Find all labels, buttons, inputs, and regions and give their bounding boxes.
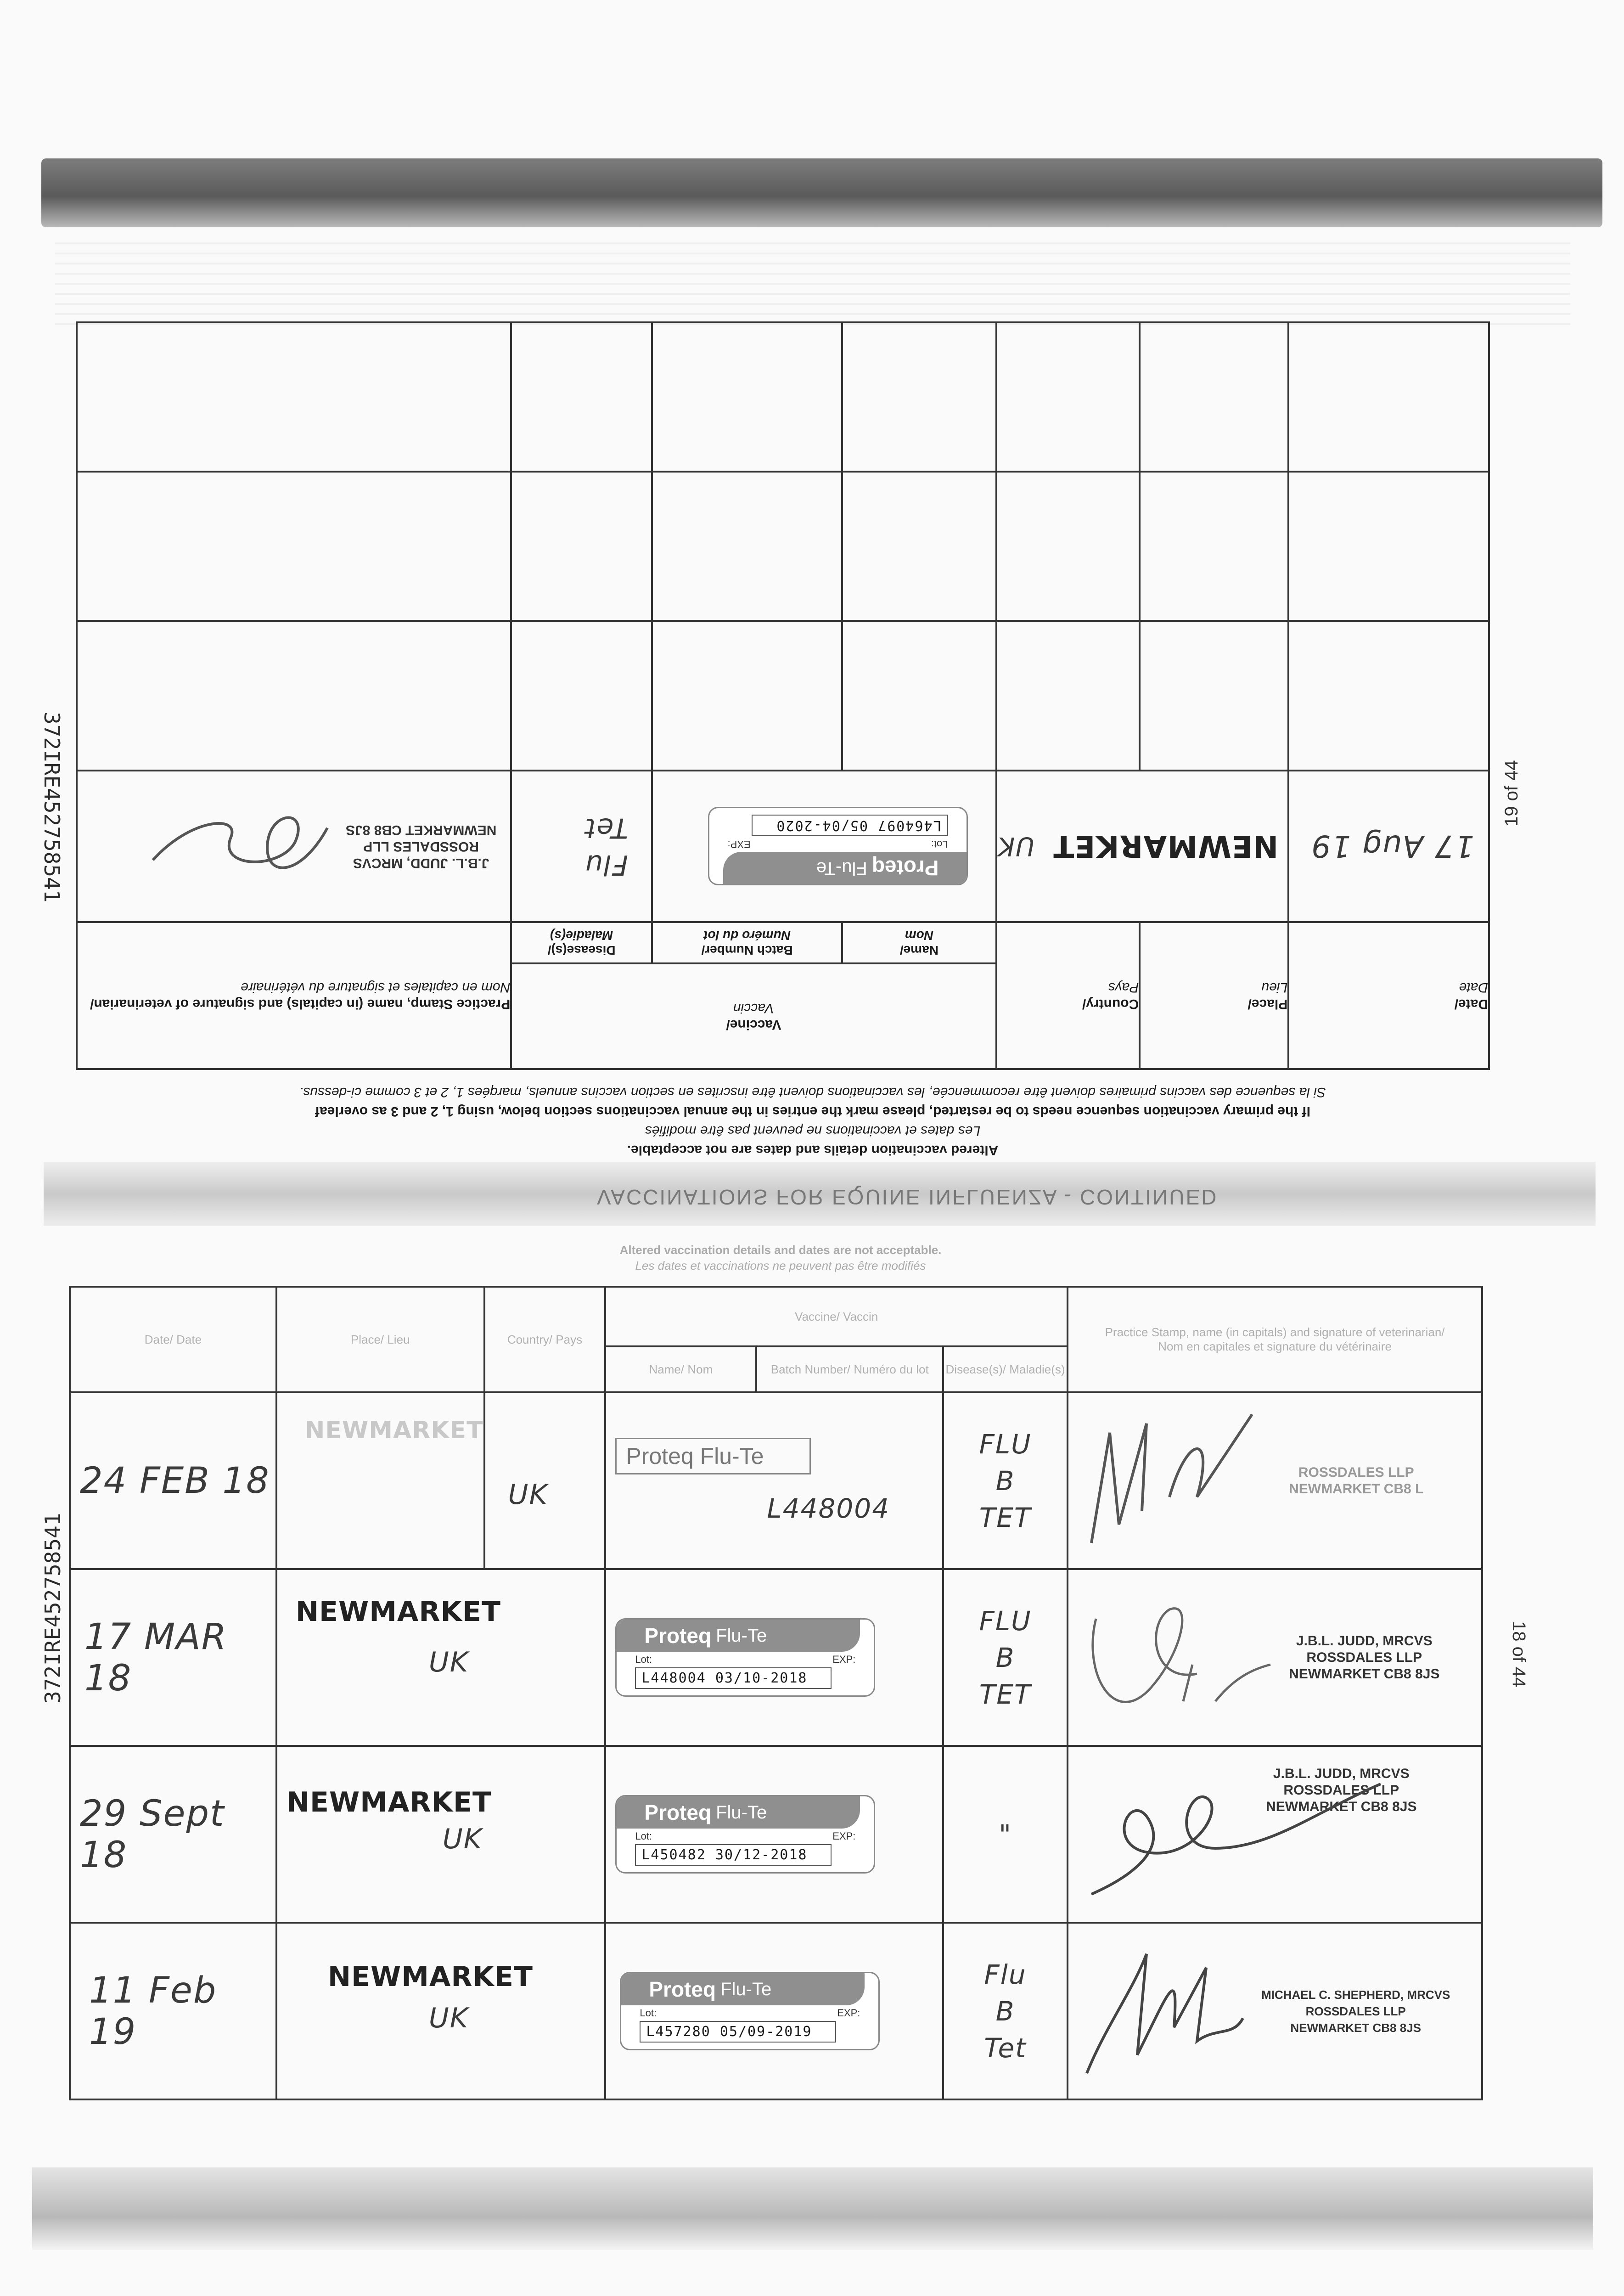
table-row bbox=[70, 1746, 1482, 1923]
cell-date: 17 Aug 19 bbox=[1288, 771, 1489, 922]
practice-stamp: J.B.L. JUDD, MRCVS ROSSDALES LLP NEWMARKET CB8 8JS bbox=[1289, 1633, 1440, 1682]
cell-vaccine bbox=[605, 1392, 943, 1569]
header-vaccine: Vaccine/ Vaccin bbox=[605, 1287, 1068, 1346]
cell-place: NEWMARKET bbox=[276, 1392, 484, 1569]
sticker-lot: L448004 03/10-2018 bbox=[635, 1667, 832, 1689]
vaccine-sticker: Proteq Flu-Te Lot: EXP: L457280 05/09-2019 bbox=[620, 1972, 880, 2050]
cell-date: 17 MAR 18 bbox=[70, 1569, 276, 1746]
cell-disease: FLU B TET bbox=[943, 1569, 1068, 1746]
spine-id-bottom: 372IRE452758541 bbox=[40, 1513, 65, 1704]
page-number-bottom: 18 of 44 bbox=[1509, 1621, 1529, 1688]
table-row bbox=[70, 1569, 1482, 1746]
header-name: Name/ Nom bbox=[842, 922, 996, 963]
table-row bbox=[70, 1923, 1482, 2099]
header-batch: Batch Number/ Numéro du lot bbox=[756, 1346, 943, 1392]
cell-practice bbox=[1068, 1923, 1482, 2099]
cell-disease: Flu B Tet bbox=[943, 1923, 1068, 2099]
table-row bbox=[70, 1392, 1482, 1569]
cell-vaccine-label bbox=[605, 1746, 943, 1923]
page-edge-shadow-top bbox=[41, 158, 1602, 227]
sticker-lot: L464097 05/04-2020 bbox=[752, 815, 948, 836]
cell-disease: Flu Tet bbox=[511, 771, 652, 922]
top-page-notes: Altered vaccination details and dates are not acceptable. Les dates et vaccinations ne peuvent pas être modifiés If the primary vaccination sequence needs to be restarted, please mark the entries in the annual vaccinations section below, using 1, 2 and 3 as overleaf Si la sequence des vaccins primaires doivent être recommencée, les vaccinations doivent être inscrites en section vaccins annuels, marqées 1, 2 et 3 comme ci-dessus. bbox=[299, 1085, 1326, 1158]
top-page-rotated bbox=[76, 321, 1490, 1070]
place-stamp: NEWMARKET bbox=[1053, 828, 1279, 864]
sticker-brand: Proteq bbox=[644, 1801, 712, 1824]
header-place: Place/ Lieu bbox=[1140, 922, 1288, 1069]
cell-place-country: NEWMARKET UK bbox=[276, 1746, 606, 1923]
header-practice: Practice Stamp, name (in capitals) and signature of veterinarian/ Nom en capitales et signature du vétérinaire bbox=[77, 922, 511, 1069]
header-vaccine: Vaccine/ Vaccin bbox=[511, 963, 996, 1069]
cell-place-country bbox=[996, 771, 1289, 922]
practice-stamp: MICHAEL C. SHEPHERD, MRCVS ROSSDALES LLP NEWMARKET CB8 8JS bbox=[1261, 1987, 1450, 2035]
sticker-lot: L457280 05/09-2019 bbox=[640, 2021, 836, 2043]
sticker-product: Flu-Te bbox=[716, 1625, 767, 1646]
header-disease: Disease(s)/ Maladie(s) bbox=[511, 922, 652, 963]
cell-practice bbox=[1068, 1392, 1482, 1569]
header-name: Name/ Nom bbox=[605, 1346, 756, 1392]
country-handwritten: UK bbox=[997, 831, 1035, 861]
vaccine-sticker: Proteq Flu-Te Lot: EXP: L448004 03/10-2018 bbox=[615, 1618, 875, 1697]
cell-vaccine-label bbox=[652, 771, 996, 922]
cell-place-country: NEWMARKET UK bbox=[276, 1569, 606, 1746]
bleed-through-lines bbox=[55, 234, 1570, 326]
table-row bbox=[77, 771, 1489, 922]
vaccination-table-bottom bbox=[69, 1286, 1483, 2100]
table-row bbox=[77, 621, 1489, 770]
spine-id-top: 372IRE452758541 bbox=[39, 712, 64, 903]
table-row bbox=[77, 472, 1489, 621]
sticker-lot: L450482 30/12-2018 bbox=[635, 1844, 832, 1866]
practice-stamp: ROSSDALES LLP NEWMARKET CB8 L bbox=[1289, 1464, 1424, 1497]
sticker-brand: Proteq bbox=[644, 1624, 712, 1648]
table-row bbox=[77, 322, 1489, 472]
cell-practice bbox=[1068, 1746, 1482, 1923]
vaccination-table-top bbox=[76, 321, 1490, 1070]
cell-vaccine-label bbox=[605, 1923, 943, 2099]
header-practice: Practice Stamp, name (in capitals) and signature of veterinarian/ Nom en capitales et signature du vétérinaire bbox=[1068, 1287, 1482, 1392]
signature-image bbox=[144, 796, 337, 897]
practice-stamp: J.B.L. JUDD, MRCVS ROSSDALES LLP NEWMARKET CB8 8JS bbox=[1266, 1766, 1417, 1814]
header-disease: Disease(s)/ Maladie(s) bbox=[943, 1346, 1068, 1392]
signature-image bbox=[1078, 1936, 1252, 2087]
header-country: Country/ Pays bbox=[996, 922, 1140, 1069]
header-batch: Batch Number/ Numéro du lot bbox=[652, 922, 842, 963]
signature-image bbox=[1078, 1756, 1399, 1913]
page-number-top: 19 of 44 bbox=[1501, 760, 1522, 827]
header-date: Date/ Date bbox=[70, 1287, 276, 1392]
vaccine-sticker: Proteq Flu-Te Lot: EXP: L464097 05/04-2020 bbox=[708, 807, 968, 885]
cell-disease: " bbox=[943, 1746, 1068, 1923]
sticker-product: Flu-Te bbox=[720, 1979, 772, 1999]
header-date: Date/ Date bbox=[1288, 922, 1489, 1069]
cell-vaccine-label bbox=[605, 1569, 943, 1746]
cell-place-country: NEWMARKET UK bbox=[276, 1923, 606, 2099]
cell-date: 29 Sept 18 bbox=[70, 1746, 276, 1923]
cell-date: 24 FEB 18 bbox=[70, 1392, 276, 1569]
section-title-bleed: VACCINATIONS FOR EQUINE INFLUENZA - CONTINUED bbox=[597, 1185, 1218, 1209]
practice-stamp: J.B.L. JUDD, MRCVS ROSSDALES LLP NEWMARKET CB8 8JS bbox=[345, 822, 497, 871]
page-edge-shadow-bottom bbox=[32, 2167, 1593, 2250]
sticker-product: Flu-Te bbox=[816, 858, 867, 878]
bottom-page-notes: Altered vaccination details and dates are not acceptable. Les dates et vaccinations ne peuvent pas être modifiés bbox=[619, 1243, 942, 1272]
lot-handwritten: L448004 bbox=[767, 1492, 890, 1524]
sticker-product: Flu-Te bbox=[716, 1802, 767, 1823]
sticker-brand: Proteq bbox=[871, 856, 939, 880]
vaccine-box: Proteq Flu-Te bbox=[615, 1438, 811, 1474]
cell-country: UK bbox=[484, 1392, 606, 1569]
sticker-brand: Proteq bbox=[649, 1977, 716, 2001]
vaccine-sticker: Proteq Flu-Te Lot: EXP: L450482 30/12-2018 bbox=[615, 1795, 875, 1874]
cell-date: 11 Feb 19 bbox=[70, 1923, 276, 2099]
signature-image bbox=[1078, 1582, 1280, 1733]
header-place: Place/ Lieu bbox=[276, 1287, 484, 1392]
cell-disease: FLU B TET bbox=[943, 1392, 1068, 1569]
cell-practice bbox=[77, 771, 511, 922]
signature-image bbox=[1078, 1405, 1280, 1557]
header-country: Country/ Pays bbox=[484, 1287, 606, 1392]
cell-practice bbox=[1068, 1569, 1482, 1746]
